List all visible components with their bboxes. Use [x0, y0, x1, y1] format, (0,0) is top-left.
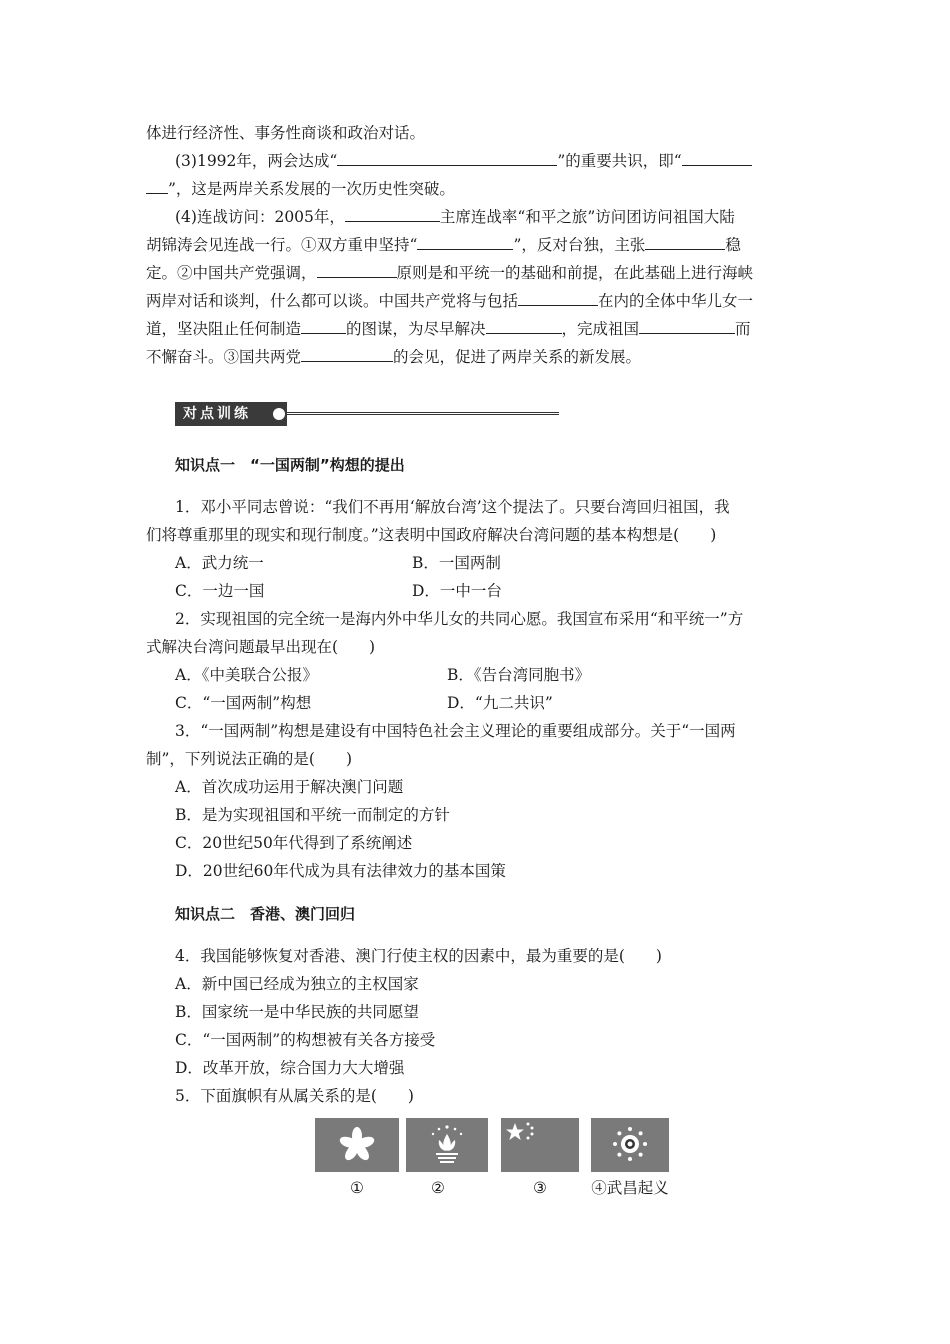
- intro-text: 道，坚决阻止任何制造: [146, 320, 302, 338]
- q2-stem-line-1: 2．实现祖国的完全统一是海内外中华儿女的共同心愿。我国宣布采用“和平统一”方: [175, 610, 744, 628]
- q4-option-d[interactable]: D．改革开放，综合国力大大增强: [175, 1059, 405, 1077]
- section-heading-1: 知识点一 “一国两制”构想的提出: [175, 456, 405, 474]
- intro-text: 的会见，促进了两岸关系的新发展。: [393, 348, 642, 366]
- banner-rule: [287, 412, 559, 415]
- intro-text: 的图谋，为尽早解决: [346, 320, 486, 338]
- fill-blank[interactable]: [345, 204, 440, 222]
- q1-stem-line-2: 们将尊重那里的现实和现行制度。”这表明中国政府解决台湾问题的基本构想是( ): [146, 526, 717, 544]
- fill-blank[interactable]: [639, 316, 735, 334]
- q3-stem-line-1: 3．“一国两制”构想是建设有中国特色社会主义理论的重要组成部分。关于“一国两: [175, 722, 736, 740]
- intro-line-8: [146, 315, 810, 343]
- intro-text: ”的重要共识，即“: [557, 152, 682, 170]
- fill-blank[interactable]: [301, 344, 393, 362]
- intro-line-7: [146, 287, 810, 315]
- flag-label-2: ②: [431, 1179, 445, 1197]
- intro-text: 在内的全体中华儿女一: [598, 292, 754, 310]
- q4-option-b[interactable]: B．国家统一是中华民族的共同愿望: [175, 1003, 419, 1021]
- intro-text: 而: [735, 320, 751, 338]
- q1-option-d[interactable]: D．一中一台: [412, 582, 502, 600]
- intro-line-4: [175, 203, 810, 231]
- intro-text: ，完成祖国: [561, 320, 640, 338]
- q2-option-b[interactable]: B．《告台湾同胞书》: [447, 666, 591, 684]
- banner-label: 对点训练: [183, 406, 251, 422]
- intro-text: 主席连战率“和平之旅”访问团访问祖国大陆: [439, 208, 735, 226]
- q3-option-a[interactable]: A．首次成功运用于解决澳门问题: [175, 778, 404, 796]
- intro-text: ”，反对台独，主张: [513, 236, 646, 254]
- intro-text: ”，这是两岸关系发展的一次历史性突破。: [168, 180, 455, 198]
- q4-option-a[interactable]: A．新中国已经成为独立的主权国家: [175, 975, 419, 993]
- china-flag-icon: [501, 1118, 579, 1172]
- intro-line-1: [146, 119, 810, 147]
- q2-option-d[interactable]: D．“九二共识”: [447, 694, 553, 712]
- intro-text: 胡锦涛会见连战一行。①双方重申坚持“: [146, 236, 418, 254]
- intro-text: (3)1992年，两会达成“: [175, 152, 338, 170]
- q1-option-a[interactable]: A．武力统一: [175, 554, 264, 572]
- hong-kong-flag-icon: [315, 1118, 399, 1172]
- q1-stem-line-1: 1．邓小平同志曾说：“我们不再用‘解放台湾’这个提法了。只要台湾回归祖国，我: [175, 498, 730, 516]
- intro-line-2: [175, 147, 810, 175]
- intro-text: 体进行经济性、事务性商谈和政治对话。: [146, 124, 426, 142]
- q2-stem-line-2: 式解决台湾问题最早出现在( ): [146, 638, 376, 656]
- q3-option-d[interactable]: D．20世纪60年代成为具有法律效力的基本国策: [175, 862, 506, 880]
- q4-stem-line-1: 4．我国能够恢复对香港、澳门行使主权的因素中，最为重要的是( ): [175, 947, 662, 965]
- fill-blank[interactable]: [486, 316, 562, 334]
- fill-blank[interactable]: [417, 232, 513, 250]
- q1-option-b[interactable]: B．一国两制: [412, 554, 501, 572]
- bullet-dot-icon: [273, 408, 285, 420]
- q4-option-c[interactable]: C．“一国两制”的构想被有关各方接受: [175, 1031, 436, 1049]
- intro-line-3: [146, 175, 810, 203]
- intro-text: 原则是和平统一的基础和前提，在此基础上进行海峡: [396, 264, 754, 282]
- intro-text: 稳: [725, 236, 741, 254]
- intro-text: 定。②中国共产党强调，: [146, 264, 317, 282]
- macau-flag-icon: [406, 1118, 488, 1172]
- flag-label-4: ④武昌起义: [591, 1179, 669, 1197]
- q3-option-c[interactable]: C．20世纪50年代得到了系统阐述: [175, 834, 413, 852]
- intro-text: 两岸对话和谈判，什么都可以谈。中国共产党将与包括: [146, 292, 519, 310]
- q1-option-c[interactable]: C．一边一国: [175, 582, 265, 600]
- flag-label-3: ③: [533, 1179, 547, 1197]
- intro-text: 不懈奋斗。③国共两党: [146, 348, 302, 366]
- q2-option-a[interactable]: A．《中美联合公报》: [175, 666, 318, 684]
- banner-label-box: [175, 402, 287, 426]
- q3-stem-line-2: 制”，下列说法正确的是( ): [146, 750, 353, 768]
- fill-blank[interactable]: [518, 288, 598, 306]
- intro-text: (4)连战访问：2005年，: [175, 208, 345, 226]
- intro-line-5: [146, 231, 810, 259]
- q5-stem-line-1: 5．下面旗帜有从属关系的是( ): [175, 1087, 414, 1105]
- fill-blank[interactable]: [682, 148, 752, 166]
- q3-option-b[interactable]: B．是为实现祖国和平统一而制定的方针: [175, 806, 450, 824]
- section-heading-2: 知识点二 香港、澳门回归: [175, 905, 356, 923]
- q2-option-c[interactable]: C．“一国两制”构想: [175, 694, 312, 712]
- fill-blank[interactable]: [301, 316, 346, 334]
- intro-line-6: [146, 259, 810, 287]
- fill-blank[interactable]: [645, 232, 725, 250]
- wuchang-uprising-flag-icon: [591, 1118, 669, 1172]
- fill-blank[interactable]: [146, 176, 168, 194]
- section-banner: [175, 400, 559, 428]
- flag-label-1: ①: [350, 1179, 364, 1197]
- fill-blank[interactable]: [317, 260, 397, 278]
- fill-blank[interactable]: [337, 148, 557, 166]
- intro-line-9: [146, 343, 810, 371]
